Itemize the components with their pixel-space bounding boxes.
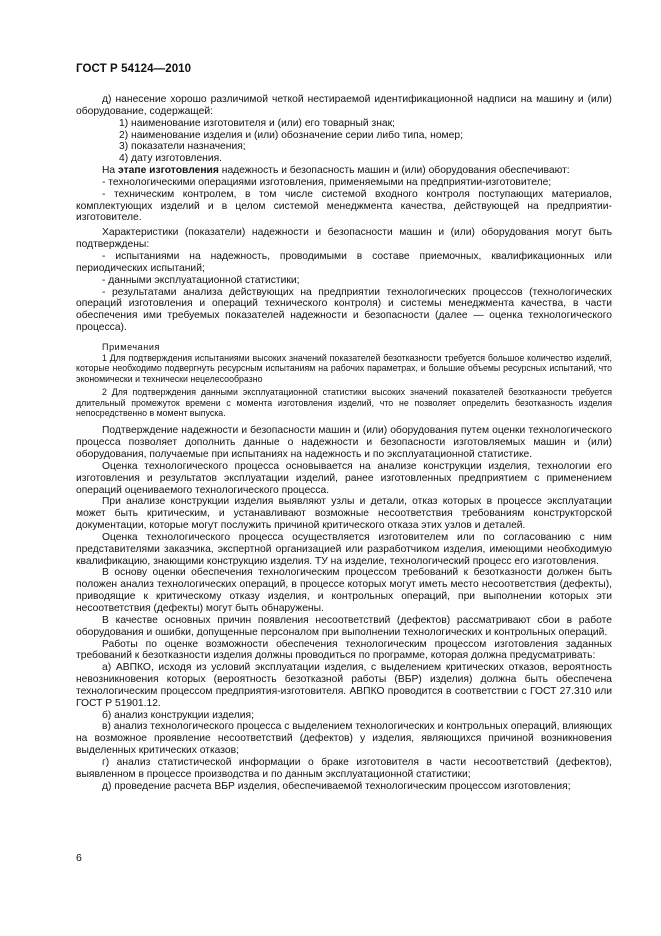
list-item-4: 4) дату изготовления. — [119, 153, 223, 165]
manufacturing-stage-pre: На — [102, 165, 116, 177]
program-item-v: в) анализ технологического процесса с выделением технологических и контрольных операций, влияющих на возможное проявление несоответствий (дефектов) у изделия, являющихся причиной возникновения выделенных критических отказов; — [76, 721, 612, 757]
notes-title: Примечания — [102, 341, 160, 352]
page-number: 6 — [76, 852, 82, 864]
dash-item-char-2: - данными эксплуатационной статистики; — [102, 274, 300, 286]
paragraph-manufacturing-stage — [76, 165, 612, 177]
notes-block — [76, 342, 612, 418]
paragraph-1: Подтверждение надежности и безопасности машин и (или) оборудования путем оценки технологического процесса позволяет дополнить данные о надежности и безопасности изготовляемых машин и (или) оборудования, получаемые при испытаниях на надежность и по эксплуатационной статистике. — [76, 425, 612, 460]
paragraph-characteristics: Характеристики (показатели) надежности и безопасности машин и (или) оборудования могут быть подтверждены: — [76, 227, 612, 251]
paragraph-2: Оценка технологического процесса основывается на анализе конструкции изделия, технологии его изготовления и результатов эксплуатации изделий, ранее изготовленных предприятием с применением операций оцениваемого технологического процесса. — [76, 460, 612, 496]
manufacturing-stage-post: надежность и безопасность машин и (или) оборудования обеспечивают: — [221, 165, 570, 177]
paragraph-6: В качестве основных причин появления несоответствий (дефектов) рассматривают сбои в работе оборудования и ошибки, допущенные персоналом при выполнении технологических и контрольных операций. — [76, 614, 612, 638]
dash-item-manuf-2: - техническим контролем, в том числе системой входного контроля поступающих материалов, комплектующих изделий и в целом системой менеджмента качества, действующей на предприятии-изготовителе. — [76, 188, 612, 224]
list-item-3: 3) показатели назначения; — [119, 141, 246, 153]
program-item-a: а) АВПКО, исходя из условий эксплуатации изделия, с выделением критических отказов, вероятность невозникновения которых (вероятность безотказной работы (ВБР) изделия) должна быть обеспечена технологическим процессом предприятия-изготовителя. АВПКО проводится в соответствии с ГОСТ 27.310 или ГОСТ Р 51901.12. — [76, 662, 612, 709]
note-2: 2 Для подтверждения данными эксплуатационной статистики высоких значений показателей безотказности требуется длительный промежуток времени с момента изготовления изделий, что не позволяет определить безотказность изделия непосредственно в момент выпуска. — [76, 387, 612, 418]
dash-item-char-1: - испытаниями на надежность, проводимыми в составе приемочных, квалификационных или периодических испытаний; — [76, 250, 612, 274]
paragraph-5: В основу оценки обеспечения технологическим процессом требований к безотказности должен быть положен анализ технологических операций, в процессе которых могут иметь место несоответствия (дефекты), приводящие к критическому отказу изделия, и контрольных операций, при выполнении которых эти несоответствия (дефекты) могут быть обнаружены. — [76, 567, 612, 614]
paragraph-4: Оценка технологического процесса осуществляется изготовителем или по согласованию с ним представителями заказчика, экспертной организацией или разработчиком изделия, имеющими необходимую квалификацию, знающими конструкцию изделия. ТУ на изделие, технологический процесс его изготовления. — [76, 531, 612, 567]
note-1: 1 Для подтверждения испытаниями высоких значений показателей безотказности требуется большое количество изделий, которые необходимо подвергнуть ресурсным испытаниям на рабочих параметрах, и большие объемы ресурсных испытаний, что экономически и технически нецелесообразно — [76, 352, 612, 384]
program-item-b: б) анализ конструкции изделия; — [102, 709, 254, 721]
paragraph-3: При анализе конструкции изделия выявляют узлы и детали, отказ которых в процессе эксплуатации может быть критическим, и устанавливают возможные несоответствия требованиям конструкторской документации, которые могут послужить причиной критического отказа этих узлов и деталей. — [76, 496, 612, 532]
document-code-header: ГОСТ Р 54124—2010 — [76, 63, 192, 75]
dash-item-char-3: - результатами анализа действующих на предприятии технологических процессов (технологических операций изготовления и операций технического контроля) и системы менеджмента качества, в части обеспечения ими требуемых показателей надежности и безопасности (далее — оценка технологического процесса). — [76, 286, 612, 334]
paragraph-item-d: д) нанесение хорошо различимой четкой нестираемой идентификационной надписи на машину и (или) оборудование, содержащей: — [76, 94, 612, 117]
list-item-2: 2) наименование изделия и (или) обозначение серии либо типа, номер; — [119, 129, 463, 141]
manufacturing-stage-bold: этапе изготовления — [118, 165, 219, 177]
paragraph-7: Работы по оценке возможности обеспечения технологическим процессом изготовления заданных требований к безотказности изделия должны проводиться по программе, которая должна предусматривать: — [76, 638, 612, 662]
document-body — [76, 94, 612, 792]
program-item-g: г) анализ статистической информации о браке изготовителя в части несоответствий (дефектов), выявленном в процессе производства и по данным эксплуатационной статистики; — [76, 756, 612, 780]
program-item-d: д) проведение расчета ВБР изделия, обеспечиваемой технологическим процессом изготовления; — [102, 780, 571, 792]
dash-item-manuf-1: - технологическими операциями изготовления, применяемыми на предприятии-изготовителе; — [102, 176, 552, 188]
list-item-1: 1) наименование изготовителя и (или) его товарный знак; — [119, 117, 396, 129]
